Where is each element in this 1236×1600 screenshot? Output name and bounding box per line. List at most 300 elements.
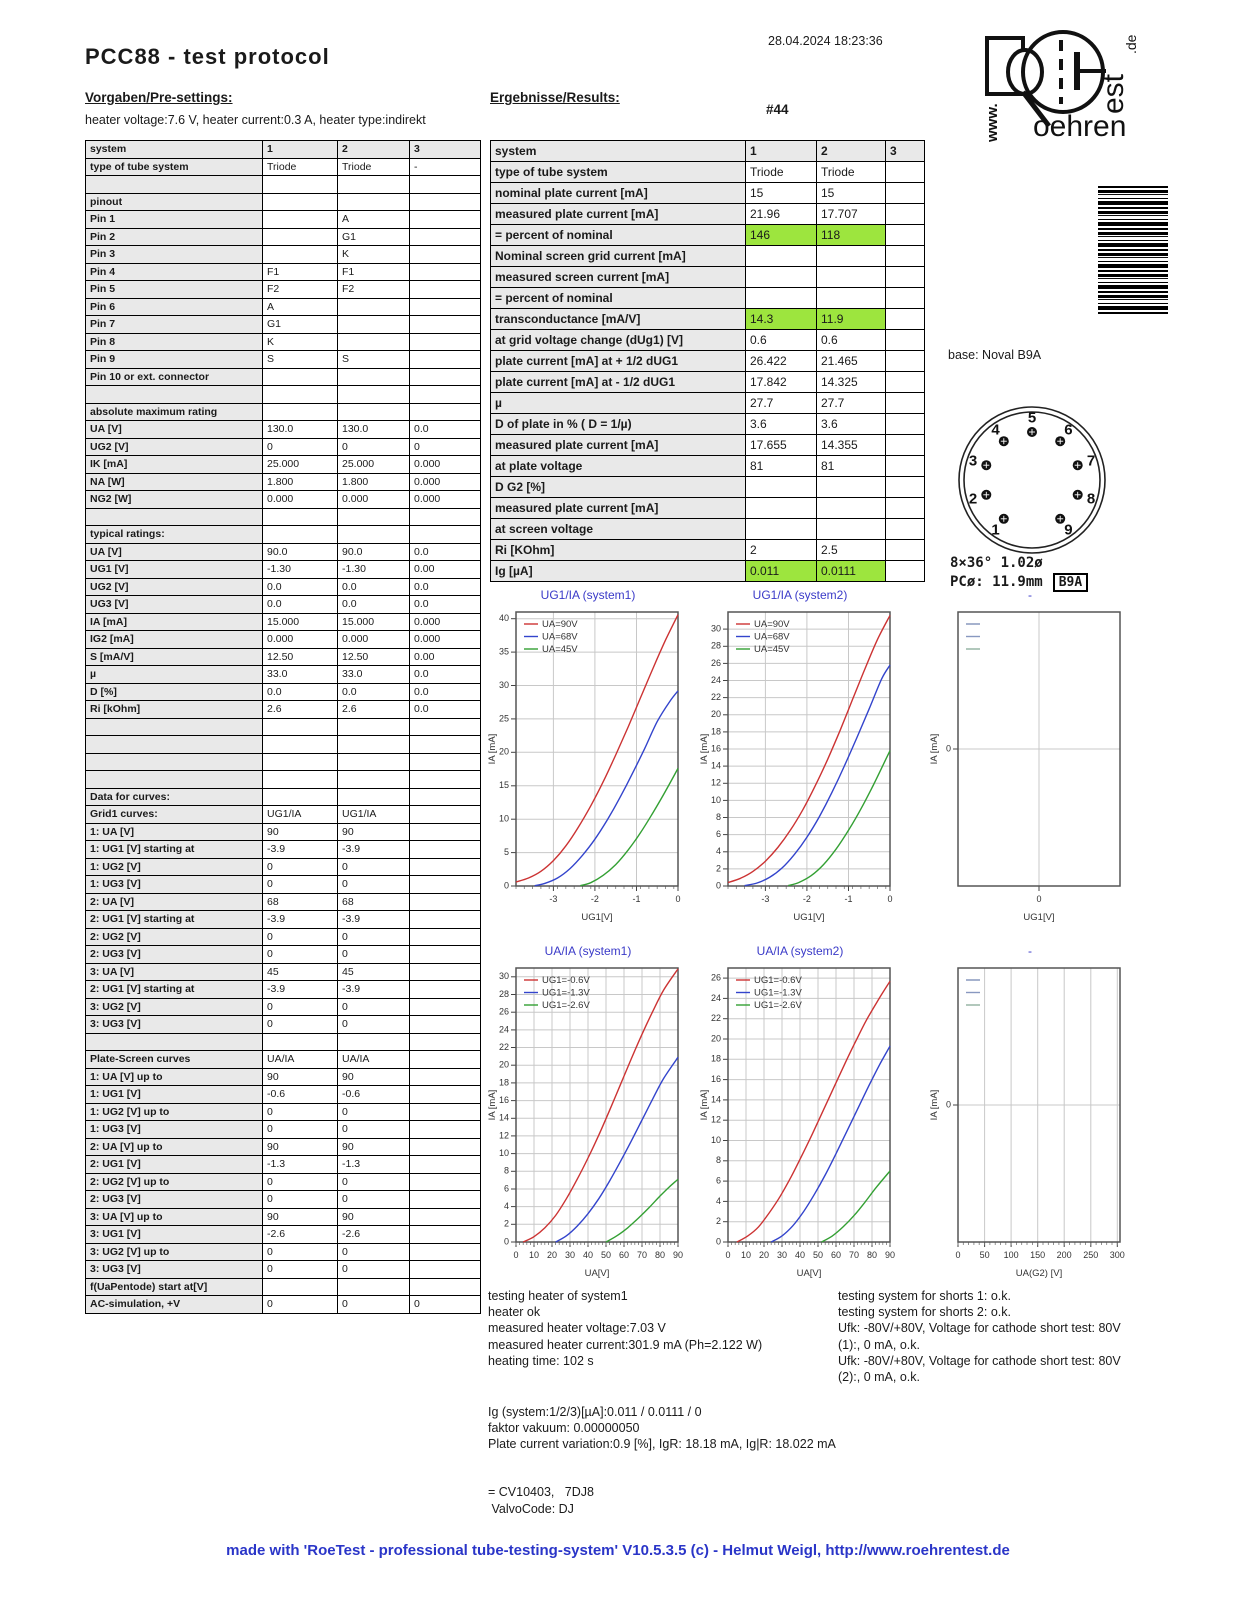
row-value: 0.0	[338, 596, 410, 614]
row-value: 0.000	[410, 631, 481, 649]
svg-text:22: 22	[710, 1013, 721, 1024]
row-value: 0.0	[410, 683, 481, 701]
row-value	[410, 998, 481, 1016]
results-table	[490, 140, 925, 582]
text-line: heater ok	[488, 1305, 541, 1320]
row-label: Pin 10 or ext. connector	[86, 368, 263, 386]
svg-text:UA=90V: UA=90V	[754, 619, 790, 630]
table-row	[491, 477, 925, 498]
row-value: Triode	[263, 158, 338, 176]
chart-canvas	[486, 604, 690, 935]
row-value	[410, 911, 481, 929]
row-value	[886, 393, 925, 414]
table-row	[86, 1138, 481, 1156]
table-row	[86, 788, 481, 806]
row-value: 0	[263, 1103, 338, 1121]
table-row	[86, 666, 481, 684]
table-row	[86, 806, 481, 824]
row-value: 15	[817, 183, 886, 204]
row-label: Ri [KOhm]	[491, 540, 746, 561]
svg-text:26: 26	[710, 972, 721, 983]
row-value: 0.0	[410, 701, 481, 719]
table-row	[86, 1173, 481, 1191]
results-heading: Ergebnisse/Results:	[490, 90, 620, 105]
table-row	[491, 414, 925, 435]
row-value: -3.9	[338, 911, 410, 929]
row-value	[886, 204, 925, 225]
svg-text:26: 26	[710, 657, 721, 668]
svg-text:12: 12	[498, 1130, 509, 1141]
table-row	[86, 403, 481, 421]
table-row	[86, 158, 481, 176]
row-value: 0	[338, 1121, 410, 1139]
row-value	[886, 519, 925, 540]
row-label: UA [V]	[86, 543, 263, 561]
row-label: 3: UG2 [V]	[86, 998, 263, 1016]
svg-text:0: 0	[887, 894, 893, 904]
row-value: 90	[263, 823, 338, 841]
svg-text:3: 3	[968, 452, 978, 470]
svg-text:UA[V]: UA[V]	[584, 1268, 610, 1279]
row-value: 0	[338, 1261, 410, 1279]
table-row	[86, 1261, 481, 1279]
svg-text:10: 10	[498, 1147, 509, 1158]
row-value	[338, 718, 410, 736]
table-row	[86, 753, 481, 771]
tube-number: #44	[766, 102, 789, 117]
row-value	[410, 1121, 481, 1139]
table-row	[86, 771, 481, 789]
row-label: 3: UG2 [V] up to	[86, 1243, 263, 1261]
chart-title: UG1/IA (system2)	[752, 588, 848, 602]
row-label: Pin 4	[86, 263, 263, 281]
row-label: system	[491, 141, 746, 162]
row-value: 0	[263, 946, 338, 964]
svg-text:8: 8	[503, 1165, 509, 1176]
row-value: UG1/IA	[338, 806, 410, 824]
row-value: A	[263, 298, 338, 316]
svg-text:25: 25	[498, 713, 509, 724]
table-row	[86, 911, 481, 929]
table-row	[86, 981, 481, 999]
row-value: 2	[817, 141, 886, 162]
row-value: 0	[338, 946, 410, 964]
table-row	[86, 228, 481, 246]
text-line: testing heater of system1	[488, 1289, 628, 1303]
row-value: 14.3	[746, 309, 817, 330]
row-value: 0	[263, 1173, 338, 1191]
svg-text:5: 5	[1027, 409, 1037, 427]
row-value: 81	[746, 456, 817, 477]
row-value: 0	[263, 858, 338, 876]
row-value: G1	[338, 228, 410, 246]
row-value	[410, 946, 481, 964]
row-value	[410, 1226, 481, 1244]
socket-dimensions	[950, 554, 1088, 592]
row-value	[410, 508, 481, 526]
row-value	[410, 981, 481, 999]
chart-canvas	[486, 960, 690, 1291]
svg-text:100: 100	[1003, 1250, 1019, 1260]
table-row	[491, 330, 925, 351]
row-value	[886, 162, 925, 183]
row-value: 0.0111	[817, 561, 886, 582]
row-value: 0.0	[263, 683, 338, 701]
svg-text:30: 30	[564, 1250, 576, 1260]
table-row	[491, 456, 925, 477]
row-value	[410, 193, 481, 211]
svg-text:0: 0	[1036, 894, 1042, 904]
row-value: 3.6	[817, 414, 886, 435]
row-value: 14.355	[817, 435, 886, 456]
row-value	[746, 477, 817, 498]
row-label: 1: UG3 [V]	[86, 876, 263, 894]
svg-text:IA [mA]: IA [mA]	[487, 733, 498, 765]
row-value: -2.6	[338, 1226, 410, 1244]
row-value	[817, 498, 886, 519]
row-value: 0	[338, 1016, 410, 1034]
row-value	[886, 372, 925, 393]
row-value	[338, 526, 410, 544]
row-value	[410, 351, 481, 369]
svg-text:4: 4	[715, 1195, 721, 1206]
row-label: UA [V]	[86, 421, 263, 439]
row-label: Ri [kOhm]	[86, 701, 263, 719]
row-value: 21.96	[746, 204, 817, 225]
row-label: 2: UG3 [V]	[86, 946, 263, 964]
svg-text:-3: -3	[549, 894, 558, 904]
svg-text:15: 15	[498, 780, 509, 791]
row-value: 2.5	[817, 540, 886, 561]
row-value: 25.000	[338, 456, 410, 474]
chart-ug1-ia-system2	[698, 588, 902, 935]
row-value	[410, 928, 481, 946]
svg-text:.de: .de	[1123, 34, 1139, 54]
row-value: 90.0	[263, 543, 338, 561]
row-value: 1.800	[263, 473, 338, 491]
table-row	[491, 519, 925, 540]
svg-text:22: 22	[710, 691, 721, 702]
svg-text:18: 18	[498, 1077, 509, 1088]
table-row	[86, 823, 481, 841]
svg-text:6: 6	[715, 828, 721, 839]
row-value	[410, 281, 481, 299]
row-value: -1.3	[263, 1156, 338, 1174]
svg-text:9: 9	[1064, 521, 1073, 539]
row-label: = percent of nominal	[491, 225, 746, 246]
row-value	[886, 414, 925, 435]
row-label: Nominal screen grid current [mA]	[491, 246, 746, 267]
row-label: IK [mA]	[86, 456, 263, 474]
table-row	[86, 596, 481, 614]
row-value: 33.0	[338, 666, 410, 684]
row-label: plate current [mA] at + 1/2 dUG1	[491, 351, 746, 372]
row-label	[86, 176, 263, 194]
row-value	[410, 333, 481, 351]
svg-text:80: 80	[866, 1250, 878, 1260]
row-value: 90.0	[338, 543, 410, 561]
table-row	[86, 841, 481, 859]
row-value	[410, 1138, 481, 1156]
row-value: 0	[338, 1103, 410, 1121]
svg-text:20: 20	[498, 1059, 509, 1070]
svg-text:18: 18	[710, 1053, 721, 1064]
table-row	[491, 246, 925, 267]
svg-text:14: 14	[498, 1112, 509, 1123]
row-value: 45	[263, 963, 338, 981]
svg-text:4: 4	[503, 1200, 509, 1211]
row-value: -1.30	[338, 561, 410, 579]
row-value: 90	[338, 1208, 410, 1226]
row-value: 0	[263, 928, 338, 946]
row-value	[410, 1086, 481, 1104]
row-label: pinout	[86, 193, 263, 211]
row-value: 2.6	[338, 701, 410, 719]
table-row	[86, 351, 481, 369]
row-value	[263, 211, 338, 229]
row-value: 0.00	[410, 561, 481, 579]
row-value: 90	[338, 1138, 410, 1156]
svg-text:22: 22	[498, 1041, 509, 1052]
table-row	[86, 281, 481, 299]
row-value: UA/IA	[338, 1051, 410, 1069]
svg-text:250: 250	[1083, 1250, 1099, 1260]
row-value	[338, 753, 410, 771]
row-value	[338, 508, 410, 526]
svg-text:80: 80	[654, 1250, 666, 1260]
row-value	[263, 753, 338, 771]
row-value	[886, 540, 925, 561]
row-value	[338, 1033, 410, 1051]
row-value: 0.0	[410, 421, 481, 439]
text-line: Ufk: -80V/+80V, Voltage for cathode short test: 80V	[838, 1321, 1121, 1336]
row-value: 0	[263, 876, 338, 894]
row-value: 15.000	[263, 613, 338, 631]
svg-text:-2: -2	[590, 894, 599, 904]
row-value: 0.00	[410, 648, 481, 666]
row-label: D [%]	[86, 683, 263, 701]
row-value: 118	[817, 225, 886, 246]
row-value: 0.0	[410, 543, 481, 561]
table-row	[491, 351, 925, 372]
svg-text:10: 10	[710, 1134, 721, 1145]
row-value: 14.325	[817, 372, 886, 393]
row-value	[817, 519, 886, 540]
row-label: 3: UA [V] up to	[86, 1208, 263, 1226]
svg-text:24: 24	[710, 992, 721, 1003]
svg-text:0: 0	[945, 1099, 951, 1110]
row-value	[263, 508, 338, 526]
row-value	[410, 1051, 481, 1069]
row-value	[746, 498, 817, 519]
row-value	[410, 1208, 481, 1226]
table-row	[86, 263, 481, 281]
row-value	[263, 718, 338, 736]
table-row	[86, 333, 481, 351]
row-label: Pin 6	[86, 298, 263, 316]
svg-text:0: 0	[715, 880, 721, 891]
tube-logo-icon	[973, 24, 1143, 179]
row-value: 0.0	[410, 596, 481, 614]
svg-text:30: 30	[498, 679, 509, 690]
row-value: 90	[263, 1138, 338, 1156]
svg-text:0: 0	[513, 1250, 519, 1260]
svg-text:2: 2	[968, 490, 978, 508]
chart-ua-ia-system2	[698, 944, 902, 1291]
text-line: measured heater current:301.9 mA (Ph=2.122 W)	[488, 1337, 763, 1352]
svg-text:UA=45V: UA=45V	[754, 644, 790, 655]
socket-dim-line2: PCø: 11.9mm	[950, 574, 1043, 590]
svg-text:8: 8	[1086, 490, 1096, 508]
row-label: 2: UG1 [V] starting at	[86, 981, 263, 999]
svg-text:16: 16	[498, 1094, 509, 1105]
row-label: 2: UG1 [V]	[86, 1156, 263, 1174]
row-value	[410, 298, 481, 316]
row-value	[410, 246, 481, 264]
row-value	[410, 806, 481, 824]
row-label: 2: UG3 [V]	[86, 1191, 263, 1209]
row-label: Pin 3	[86, 246, 263, 264]
table-row	[86, 1243, 481, 1261]
svg-text:UA[V]: UA[V]	[796, 1268, 822, 1279]
table-row	[86, 998, 481, 1016]
row-value	[886, 456, 925, 477]
row-value	[263, 228, 338, 246]
row-value: 0.6	[746, 330, 817, 351]
table-row	[86, 1208, 481, 1226]
svg-text:20: 20	[710, 709, 721, 720]
table-row	[86, 1121, 481, 1139]
row-value	[817, 267, 886, 288]
row-value	[886, 267, 925, 288]
row-value	[338, 298, 410, 316]
chart-ua-ia-system1	[486, 944, 690, 1291]
row-value	[263, 403, 338, 421]
svg-text:-1: -1	[844, 894, 853, 904]
row-label	[86, 736, 263, 754]
row-value: 1.800	[338, 473, 410, 491]
row-value	[338, 333, 410, 351]
table-row	[86, 1226, 481, 1244]
row-value	[410, 386, 481, 404]
svg-text:40: 40	[582, 1250, 594, 1260]
chart-title: UA/IA (system1)	[544, 944, 632, 958]
text-line: ValvoCode: DJ	[488, 1502, 574, 1516]
row-label: NG2 [W]	[86, 491, 263, 509]
row-label: UG1 [V]	[86, 561, 263, 579]
row-value	[410, 841, 481, 859]
row-value: 130.0	[338, 421, 410, 439]
row-value	[338, 788, 410, 806]
row-value: 0	[338, 998, 410, 1016]
svg-text:28: 28	[710, 640, 721, 651]
table-row	[491, 498, 925, 519]
svg-text:12: 12	[710, 777, 721, 788]
vacuum-notes	[488, 1404, 836, 1453]
svg-text:4: 4	[715, 846, 721, 857]
row-label: IG2 [mA]	[86, 631, 263, 649]
chart-title: -	[1028, 588, 1032, 602]
chart-canvas	[698, 960, 902, 1291]
table-row	[86, 1033, 481, 1051]
table-row	[491, 309, 925, 330]
table-row	[491, 162, 925, 183]
row-value	[410, 893, 481, 911]
text-line: heating time: 102 s	[488, 1353, 594, 1368]
row-value: 0.000	[410, 473, 481, 491]
table-row	[86, 473, 481, 491]
table-row	[86, 928, 481, 946]
table-row	[86, 648, 481, 666]
row-value: 0	[338, 928, 410, 946]
row-value	[410, 1261, 481, 1279]
row-value: 17.842	[746, 372, 817, 393]
svg-text:0: 0	[955, 1250, 961, 1260]
row-label: Ig [µA]	[491, 561, 746, 582]
barcode	[1098, 186, 1168, 316]
row-value	[338, 193, 410, 211]
row-label: IA [mA]	[86, 613, 263, 631]
svg-text:14: 14	[710, 760, 721, 771]
row-value	[410, 1191, 481, 1209]
row-label: UG2 [V]	[86, 438, 263, 456]
row-label: 1: UG2 [V] up to	[86, 1103, 263, 1121]
table-row	[86, 963, 481, 981]
row-value: 0	[263, 998, 338, 1016]
row-label: typical ratings:	[86, 526, 263, 544]
svg-text:UG1=-1.3V: UG1=-1.3V	[542, 987, 590, 999]
table-row	[491, 372, 925, 393]
chart-ug1-ia-system1	[486, 588, 690, 935]
row-value	[410, 368, 481, 386]
svg-text:20: 20	[498, 746, 509, 757]
svg-text:10: 10	[710, 794, 721, 805]
row-value	[263, 771, 338, 789]
row-value	[886, 477, 925, 498]
row-label	[86, 718, 263, 736]
table-row	[86, 298, 481, 316]
svg-text:UG1=-2.6V: UG1=-2.6V	[754, 1000, 802, 1011]
row-label: Pin 9	[86, 351, 263, 369]
row-value: 0.0	[410, 578, 481, 596]
row-value: 45	[338, 963, 410, 981]
row-value: 0	[338, 1173, 410, 1191]
row-label	[86, 386, 263, 404]
row-value: -	[410, 158, 481, 176]
socket-dim-line1: 8×36° 1.02ø	[950, 555, 1043, 571]
svg-text:10: 10	[740, 1250, 752, 1260]
row-value: 26.422	[746, 351, 817, 372]
table-row	[86, 683, 481, 701]
row-value: 0.000	[338, 631, 410, 649]
svg-text:6: 6	[1064, 421, 1073, 439]
row-value: F1	[263, 263, 338, 281]
svg-text:UG1=-1.3V: UG1=-1.3V	[754, 987, 802, 999]
b9a-badge: B9A	[1053, 573, 1088, 592]
svg-text:UG1=-2.6V: UG1=-2.6V	[542, 1000, 590, 1011]
row-label: measured plate current [mA]	[491, 498, 746, 519]
row-value: 17.655	[746, 435, 817, 456]
row-value	[746, 246, 817, 267]
table-row	[491, 141, 925, 162]
row-label: 1: UG1 [V] starting at	[86, 841, 263, 859]
row-value: 90	[263, 1208, 338, 1226]
table-row	[86, 1296, 481, 1314]
row-label: Plate-Screen curves	[86, 1051, 263, 1069]
row-value: 0.0	[263, 596, 338, 614]
table-row	[491, 204, 925, 225]
table-row	[86, 1016, 481, 1034]
